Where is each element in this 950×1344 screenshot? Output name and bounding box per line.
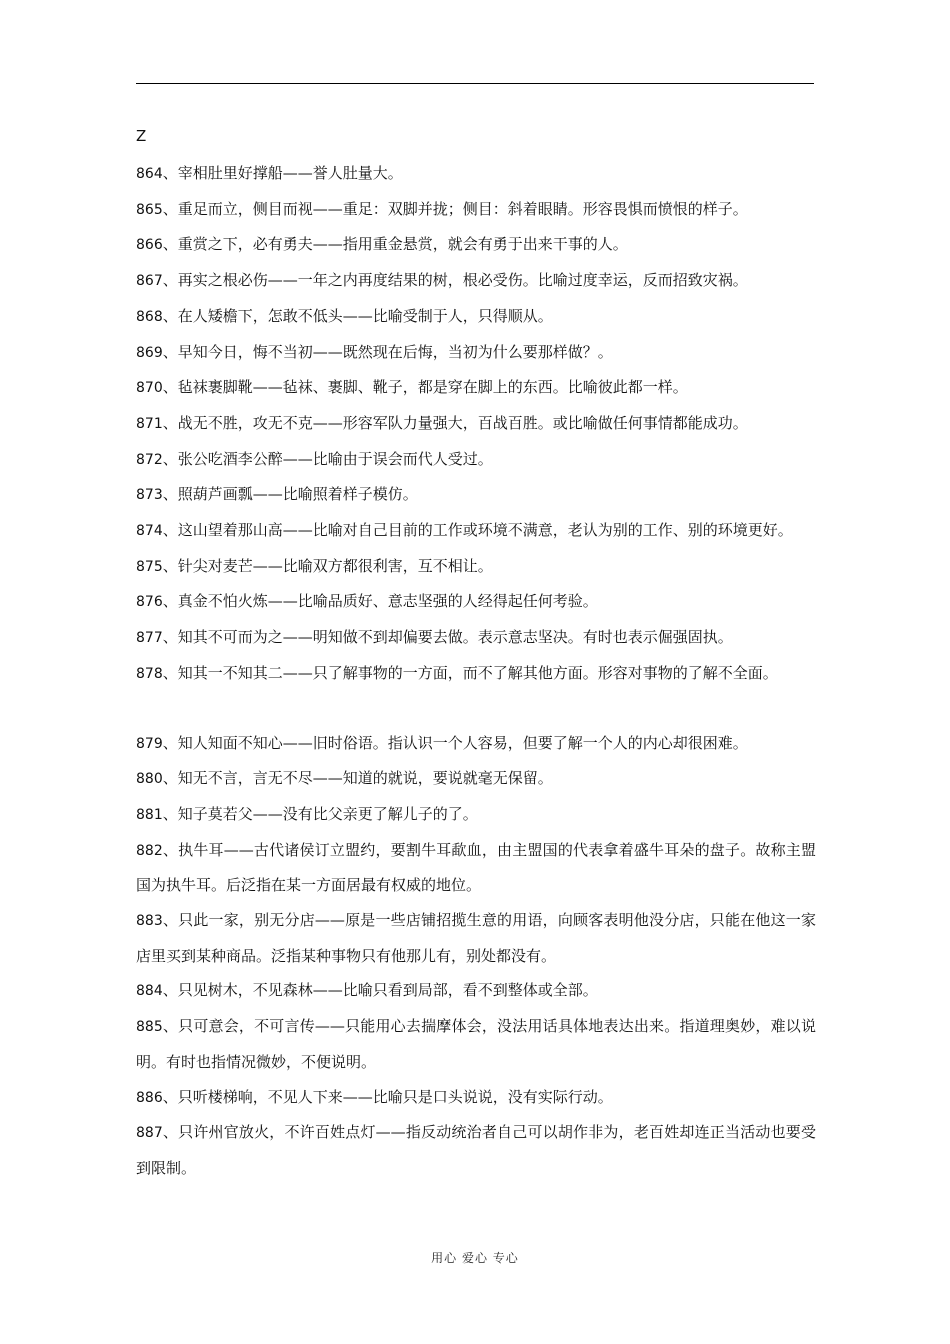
- entry-number: 871: [136, 415, 163, 432]
- entry-879: [136, 726, 816, 762]
- entry-number: 886: [136, 1089, 163, 1106]
- entry-871: [136, 406, 816, 442]
- entry-872: [136, 442, 816, 478]
- entry-text: 、重足而立，侧目而视——重足：双脚并拢；侧目：斜着眼睛。形容畏惧而愤恨的样子。: [162, 199, 748, 218]
- entry-text: 、只许州官放火，不许百姓点灯——指反动统治者自己可以胡作非为，老百姓却连正当活动也要受到限制。: [136, 1123, 816, 1177]
- entry-868: [136, 299, 816, 335]
- section-letter: Z: [136, 127, 147, 145]
- entry-number: 872: [136, 451, 163, 468]
- entry-877: [136, 620, 816, 656]
- entry-number: 868: [136, 308, 163, 325]
- page-body: [136, 122, 816, 1186]
- entry-number: 883: [136, 913, 163, 930]
- entry-882: [136, 833, 816, 903]
- entry-number: 870: [136, 380, 163, 397]
- entry-text: 、知其一不知其二——只了解事物的一方面，而不了解其他方面。形容对事物的了解不全面。: [162, 663, 778, 682]
- entry-867: [136, 263, 816, 299]
- entry-text: 、张公吃酒李公醉——比喻由于误会而代人受过。: [162, 449, 493, 468]
- entry-number: 887: [136, 1125, 163, 1142]
- entry-text: 、只听楼梯响，不见人下来——比喻只是口头说说，没有实际行动。: [162, 1087, 613, 1106]
- entry-number: 884: [136, 983, 163, 1000]
- entry-number: 877: [136, 630, 163, 647]
- entry-number: 873: [136, 487, 163, 504]
- entry-873: [136, 477, 816, 513]
- entry-text: 、只见树木，不见森林——比喻只看到局部，看不到整体或全部。: [162, 981, 598, 1000]
- entry-880: [136, 761, 816, 797]
- entry-text: 、知其不可而为之——明知做不到却偏要去做。表示意志坚决。有时也表示倔强固执。: [162, 628, 733, 647]
- entry-text: 、重赏之下，必有勇夫——指用重金悬赏，就会有勇于出来干事的人。: [162, 235, 628, 254]
- entry-text: 、只此一家，别无分店——原是一些店铺招揽生意的用语，向顾客表明他没分店，只能在他这一家店里买到某种商品。泛指某种事物只有他那儿有，别处都没有。: [136, 911, 816, 965]
- entry-text: 、知人知面不知心——旧时俗语。指认识一个人容易，但要了解一个人的内心却很困难。: [162, 733, 748, 752]
- entry-text: 、再实之根必伤——一年之内再度结果的树，根必受伤。比喻过度幸运，反而招致灾祸。: [162, 271, 748, 290]
- entry-text: 、宰相肚里好撑船——誉人肚量大。: [162, 164, 403, 182]
- page-footer: 用心 爱心 专心: [431, 1251, 519, 1265]
- entry-text: 、执牛耳——古代诸侯订立盟约，要割牛耳歃血，由主盟国的代表拿着盛牛耳朵的盘子。故称主盟国为执牛耳。后泛指在某一方面居最有权威的地位。: [136, 840, 816, 895]
- entry-864: [136, 156, 816, 192]
- entry-text: 、真金不怕火炼——比喻品质好、意志坚强的人经得起任何考验。: [162, 592, 598, 611]
- entry-887: [136, 1115, 816, 1185]
- entry-875: [136, 549, 816, 585]
- entry-866: [136, 227, 816, 263]
- entry-text: 、知无不言，言无不尽——知道的就说，要说就毫无保留。: [162, 769, 553, 788]
- entry-number: 880: [136, 771, 163, 788]
- entry-number: 882: [136, 842, 163, 859]
- entry-text: 、只可意会，不可言传——只能用心去揣摩体会，没法用话具体地表达出来。指道理奥妙，难以说明。有时也指情况微妙，不便说明。: [136, 1017, 816, 1071]
- entry-number: 869: [136, 344, 163, 361]
- entry-number: 881: [136, 806, 163, 823]
- entry-883: [136, 903, 816, 973]
- entry-text: 、毡袜裹脚靴——毡袜、裹脚、靴子，都是穿在脚上的东西。比喻彼此都一样。: [162, 378, 688, 397]
- entry-878: [136, 656, 816, 692]
- entry-885: [136, 1009, 816, 1079]
- paragraph-gap: [136, 692, 816, 726]
- entry-869: [136, 335, 816, 371]
- entry-text: 、针尖对麦芒——比喻双方都很利害，互不相让。: [162, 556, 493, 575]
- entry-number: 866: [136, 237, 163, 254]
- entry-number: 878: [136, 665, 163, 682]
- entry-number: 876: [136, 594, 163, 611]
- entry-number: 875: [136, 558, 163, 575]
- entry-886: [136, 1080, 816, 1116]
- entry-884: [136, 973, 816, 1009]
- entry-number: 864: [136, 166, 163, 182]
- entry-865: [136, 192, 816, 228]
- entry-text: 、战无不胜，攻无不克——形容军队力量强大，百战百胜。或比喻做任何事情都能成功。: [162, 413, 748, 432]
- entry-text: 、早知今日，悔不当初——既然现在后悔，当初为什么要那样做？。: [162, 342, 613, 361]
- entry-870: [136, 370, 816, 406]
- entry-876: [136, 584, 816, 620]
- entry-text: 、照葫芦画瓢——比喻照着样子模仿。: [162, 485, 418, 504]
- entry-874: [136, 513, 816, 549]
- entry-text: 、知子莫若父——没有比父亲更了解儿子的了。: [162, 804, 478, 823]
- entry-number: 874: [136, 523, 163, 540]
- entry-number: 865: [136, 201, 163, 218]
- header-rule: [136, 83, 814, 84]
- entry-number: 879: [136, 735, 163, 752]
- entry-text: 、这山望着那山高——比喻对自己目前的工作或环境不满意，老认为别的工作、别的环境更好。: [162, 521, 793, 540]
- entry-number: 885: [136, 1019, 163, 1036]
- entry-text: 、在人矮檐下，怎敢不低头——比喻受制于人，只得顺从。: [162, 306, 553, 325]
- entry-881: [136, 797, 816, 833]
- entry-number: 867: [136, 273, 163, 290]
